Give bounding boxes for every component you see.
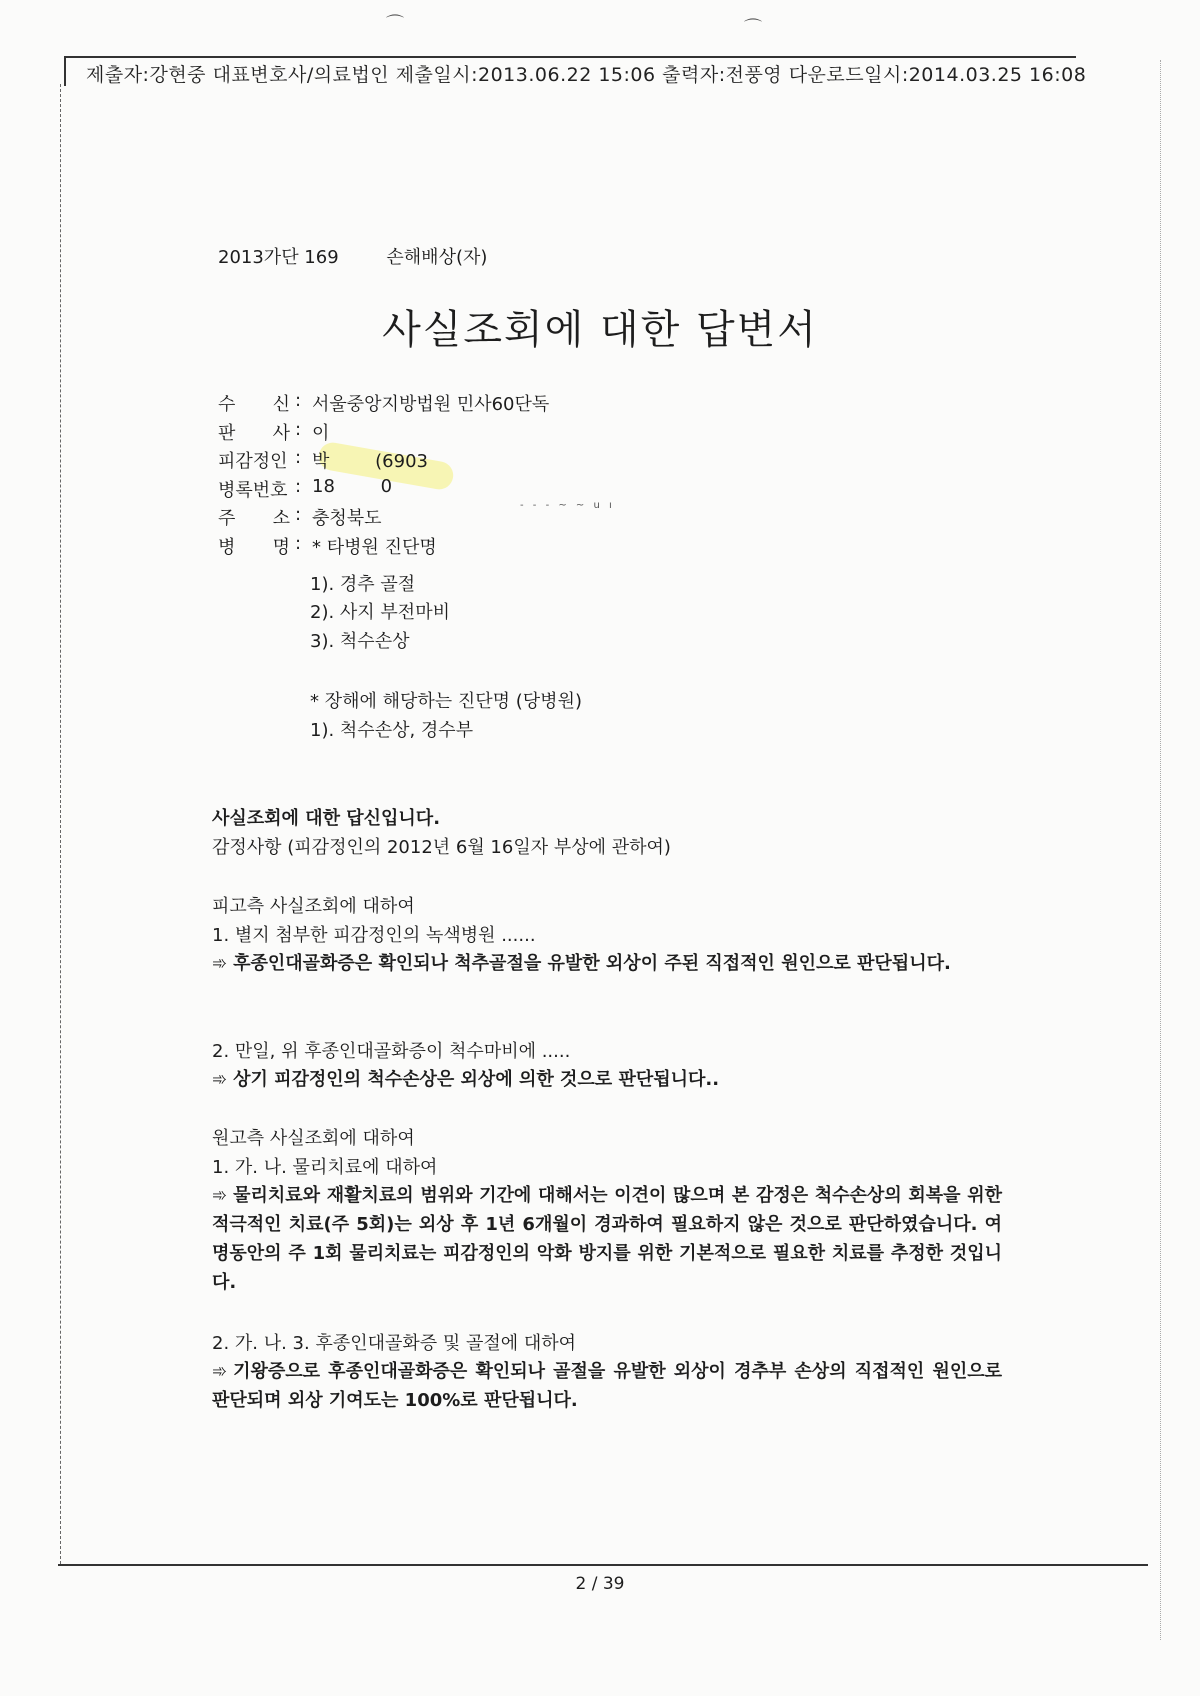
defendant-heading: 피고측 사실조회에 대하여 (212, 896, 415, 917)
plaintiff-heading: 원고측 사실조회에 대하여 (212, 1128, 415, 1149)
arrow-icon: ➾ (212, 1185, 228, 1206)
answer-text: 물리치료와 재활치료의 범위와 기간에 대해서는 이견이 많으며 본 감정은 척수손상의 회복을 위한 적극적인 치료(주 5회)는 외상 후 1년 6개월이 경과하여 필요하지 않은 것으로 판단하였습니다. 여명동안의 주 1회 물리치료는 피감정인의 악화 방지를 위한 기본적으로 필요한 치료를 추정한 것입니다. (212, 1185, 1002, 1293)
info-label: 판 사 (218, 422, 290, 444)
question: 2. 만일, 위 후종인대골화증이 척수마비에 ..... (212, 1041, 571, 1062)
info-label: 피감정인 (218, 451, 288, 473)
document-title: 사실조회에 대한 답변서 (382, 307, 818, 353)
disability-diagnosis-header: * 장해에 해당하는 진단명 (당병원) (310, 691, 582, 712)
question: 1. 별지 첨부한 피감정인의 녹색병원 ...... (212, 925, 536, 946)
fax-header-text: 제출자:강현중 대표변호사/의료법인 제출일시:2013.06.22 15:06 출력자:전풍영 다운로드일시:2014.03.25 16:08 (86, 64, 1087, 86)
info-label: 병록번호 (218, 479, 288, 501)
page-frame-bottom (58, 1564, 1148, 1566)
answer (212, 1357, 1002, 1415)
answer-text: 상기 피감정인의 척수손상은 외상에 의한 것으로 판단됩니다.. (233, 1069, 720, 1090)
info-label: 병 명 (218, 536, 290, 558)
reply-heading: 사실조회에 대한 답신입니다. (212, 808, 441, 829)
info-value: * 타병원 진단명 (312, 536, 437, 558)
info-value: 박 (6903 (312, 451, 428, 473)
page-frame-right (1160, 60, 1163, 1640)
arrow-icon: ➾ (212, 1361, 228, 1382)
case-number: 2013가단 169 (218, 247, 339, 268)
diagnosis-item: 1). 경추 골절 (310, 574, 416, 595)
info-label: 주 소 (218, 508, 290, 530)
scan-artifact: ⌒ (386, 14, 404, 35)
info-value: 이 (312, 422, 330, 444)
info-colon: : (295, 418, 302, 440)
info-colon: : (295, 504, 302, 526)
info-value: 충청북도 (312, 508, 382, 530)
info-label: 수 신 (218, 394, 290, 415)
answer-text: 후종인대골화증은 확인되나 척추골절을 유발한 외상이 주된 직접적인 원인으로 판단됩니다. (233, 953, 951, 974)
diagnosis-item: 1). 척수손상, 경수부 (310, 720, 474, 741)
case-type: 손해배상(자) (386, 247, 488, 268)
case-line (218, 243, 487, 269)
info-colon: : (295, 390, 302, 411)
page-number: 2 / 39 (575, 1574, 625, 1594)
question: 2. 가. 나. 3. 후종인대골화증 및 골절에 대하여 (212, 1333, 577, 1354)
fax-header (64, 56, 1087, 86)
answer-text: 기왕증으로 후종인대골화증은 확인되나 골절을 유발한 외상이 경추부 손상의 직접적인 원인으로 판단되며 외상 기여도는 100%로 판단됩니다. (212, 1361, 1002, 1411)
arrow-icon: ➾ (212, 1069, 228, 1090)
redaction-residue: - - - ~ ~ u ı (520, 500, 615, 511)
info-colon: : (295, 447, 302, 469)
reply-subject: 감정사항 (피감정인의 2012년 6월 16일자 부상에 관하여) (212, 837, 671, 858)
arrow-icon: ➾ (212, 953, 228, 974)
info-value: 18 0 (312, 475, 393, 497)
answer (212, 1181, 1002, 1297)
info-colon: : (295, 532, 302, 554)
question: 1. 가. 나. 물리치료에 대하여 (212, 1157, 438, 1178)
info-value: 서울중앙지방법원 민사60단독 (312, 394, 550, 415)
diagnosis-item: 3). 척수손상 (310, 631, 410, 652)
diagnosis-item: 2). 사지 부전마비 (310, 602, 450, 623)
info-colon: : (295, 475, 302, 497)
answer (212, 949, 1002, 978)
answer (212, 1065, 1002, 1094)
scan-artifact: ⌒ (744, 18, 762, 39)
